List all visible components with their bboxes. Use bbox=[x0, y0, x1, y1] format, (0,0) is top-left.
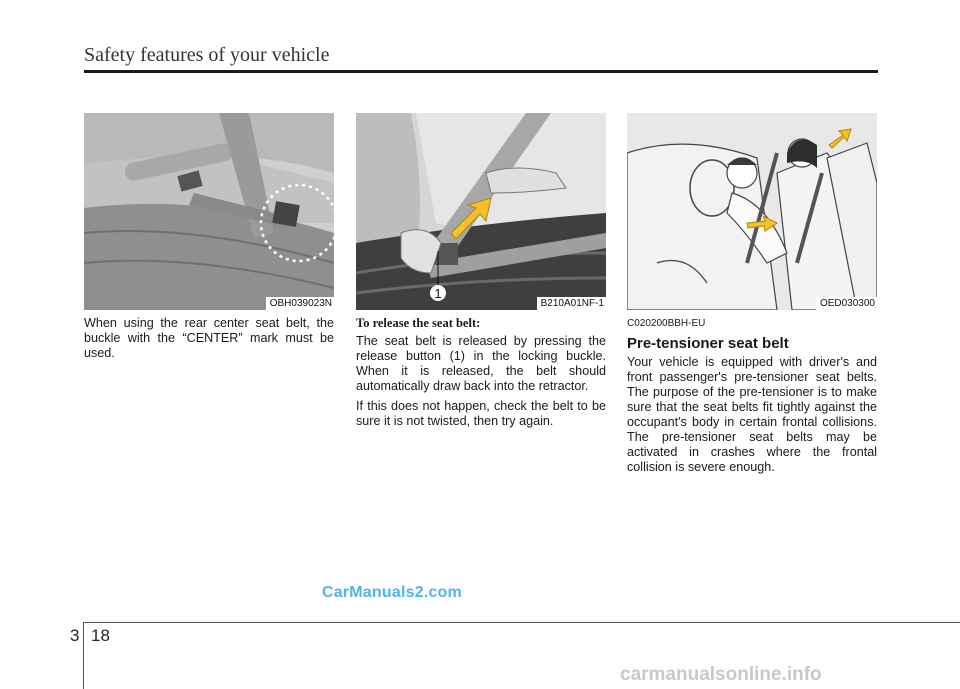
pretensioner-paragraph: Your vehicle is equipped with driver's and front passenger's pre-tensioner seat belts. The purpose of the pre-tensioner is to make sure that the seat belts fit tightly against the occupant's body in certain frontal collisions. The pre-tensioner seat belts may be activated in crashes where the frontal collision is severe enough. bbox=[627, 355, 877, 474]
release-belt-heading: To release the seat belt: bbox=[356, 316, 481, 330]
belt-release-illustration bbox=[356, 113, 606, 310]
figure-pretensioner bbox=[627, 113, 877, 310]
chapter-number: 3 bbox=[70, 626, 80, 645]
pretensioner-illustration bbox=[627, 113, 877, 310]
column-1 bbox=[84, 316, 334, 366]
figure-code: OBH039023N bbox=[266, 297, 334, 310]
figure-release-belt bbox=[356, 113, 606, 310]
watermark-link[interactable]: CarManuals2.com bbox=[322, 584, 462, 601]
header-rule bbox=[84, 70, 878, 73]
figure-code: OED030300 bbox=[816, 297, 877, 310]
site-watermark: carmanualsonline.info bbox=[620, 664, 822, 685]
pretensioner-heading: Pre-tensioner seat belt bbox=[627, 335, 789, 352]
footer-rule bbox=[83, 622, 960, 623]
callout-number: 1 bbox=[434, 286, 442, 301]
figure-rear-center-belt bbox=[84, 113, 334, 310]
column-2 bbox=[356, 316, 606, 434]
rear-center-belt-paragraph: When using the rear center seat belt, the buckle with the “CENTER” mark must be used. bbox=[84, 316, 334, 360]
column-3 bbox=[627, 316, 877, 480]
rear-seat-illustration bbox=[84, 113, 334, 310]
footer-divider bbox=[83, 622, 84, 689]
release-belt-paragraph-1: The seat belt is released by pressing the release button (1) in the locking buckle. When it is released, the belt should automatically draw back into the retractor. bbox=[356, 334, 606, 393]
release-belt-paragraph-2: If this does not happen, check the belt to be sure it is not twisted, then try again. bbox=[356, 399, 606, 428]
page-header-title: Safety features of your vehicle bbox=[84, 44, 330, 66]
page-number: 18 bbox=[91, 626, 110, 645]
figure-code: B210A01NF-1 bbox=[537, 297, 606, 310]
section-code: C020200BBH-EU bbox=[627, 318, 706, 329]
